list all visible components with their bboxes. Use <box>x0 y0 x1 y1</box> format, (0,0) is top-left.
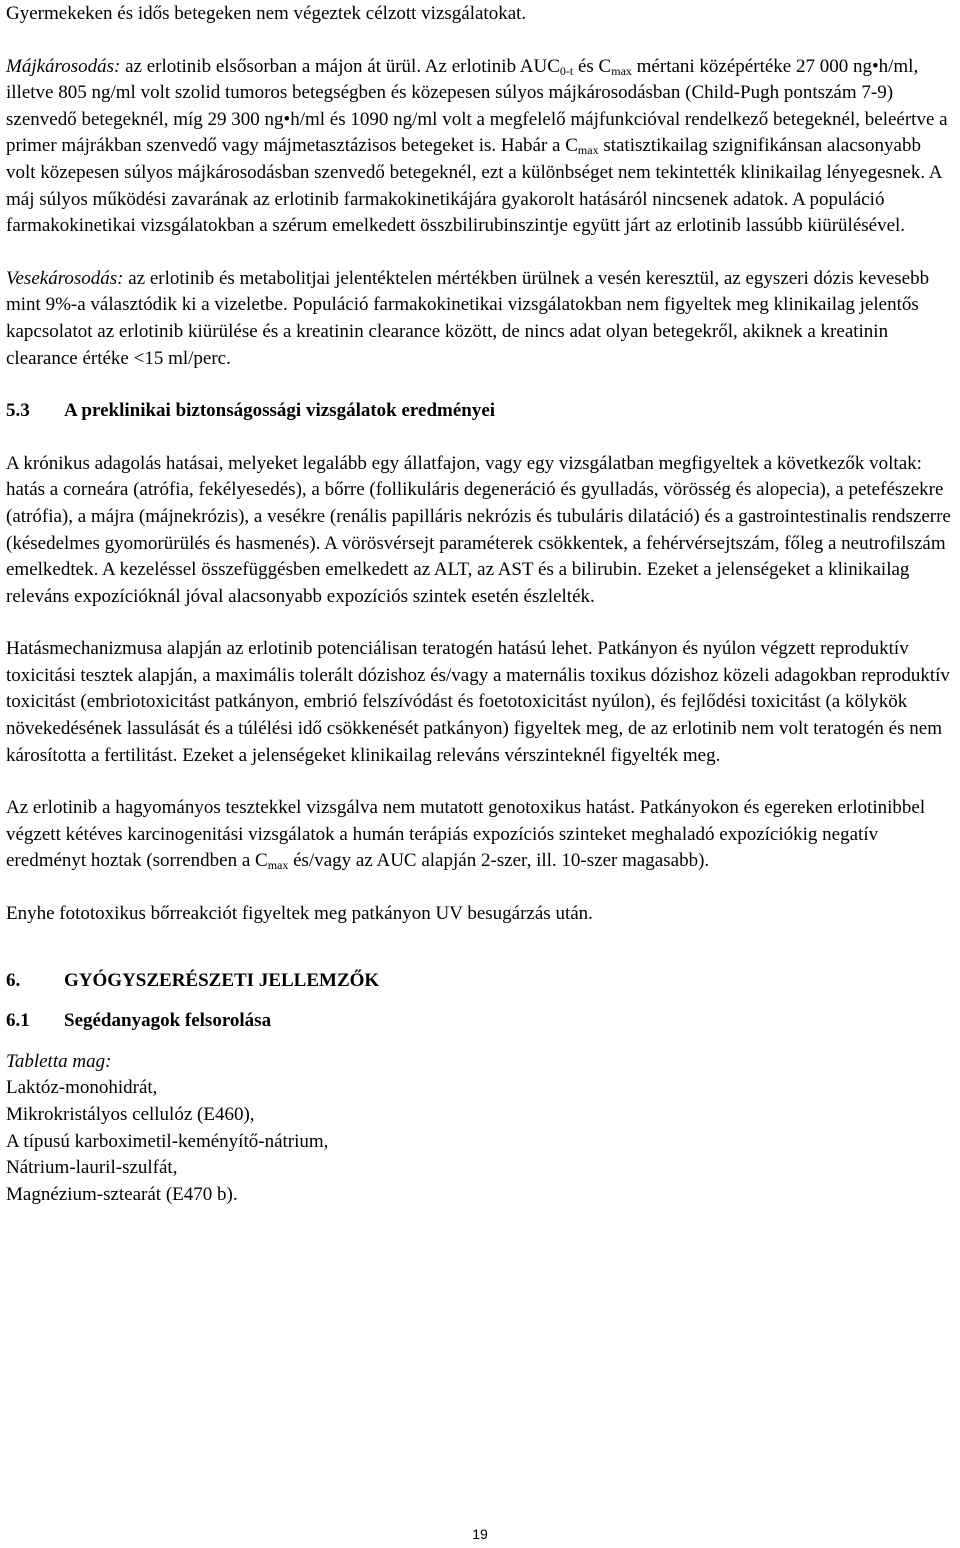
cmax-subscript: max <box>611 63 632 78</box>
section-heading-5-3 <box>6 398 954 425</box>
document-page <box>0 1 960 1548</box>
paragraph-special-populations <box>6 1 954 28</box>
section-heading-6 <box>6 968 954 995</box>
list-item: Laktóz-monohidrát, <box>6 1077 158 1099</box>
hepatic-label: Májkárosodás: <box>6 55 121 77</box>
paragraph-text: Hatásmechanizmusa alapján az erlotinib potenciálisan teratogén hatású lehet. Patkányon és nyúlon végzett reproduktív toxicitási tesztek alapján, a maximális tolerált dózishoz és/vagy a maternális toxikus dózishoz közeli adagokban reproduktív toxicitást (embriotoxicitást patkányon, embrió felszívódást és foetotoxicitást nyúlon), és fejlődési toxicitást (a kölykök növekedésének lassulását és a túlélési idő csökkenését patkányon) figyeltek meg, de az erlotinib nem volt teratogén és nem károsította a fertilitást. Ezeket a jelenségeket klinikailag releváns vérszinteknél figyelték meg. <box>6 638 950 766</box>
page-number: 19 <box>472 1526 488 1542</box>
renal-text: az erlotinib és metabolitjai jelentéktelen mértékben ürülnek a vesén keresztül, az egyszeri dózis kevesebb mint 9%-a választódik ki a vizeletbe. Populáció farmakokinetikai vizsgálatokban nem figyeltek meg klinikailag jelentős kapcsolatot az erlotinib kiürülése és a kreatinin clearance között, de nincs adat olyan betegekről, akiknek a kreatinin clearance értéke <15 ml/perc. <box>6 267 930 369</box>
section-title: Segédanyagok felsorolása <box>64 1010 272 1032</box>
excipient-list <box>6 1049 954 1209</box>
paragraph-renal-impairment <box>6 266 954 372</box>
section-number: 5.3 <box>6 400 30 422</box>
paragraph-chronic-dosing <box>6 451 954 611</box>
section-heading-6-1 <box>6 1008 954 1035</box>
hepatic-text-1: az erlotinib elsősorban a májon át ürül. Az erlotinib AUC <box>120 55 560 77</box>
genotox-text-2: és/vagy az AUC alapján 2-szer, ill. 10-szer magasabb). <box>288 850 710 872</box>
section-title: GYÓGYSZERÉSZETI JELLEMZŐK <box>64 969 380 991</box>
paragraph-hepatic-impairment <box>6 54 954 240</box>
list-item: A típusú karboximetil-keményítő-nátrium, <box>6 1130 329 1152</box>
hepatic-text-4: statisztikailag szignifikánsan alacsonyabb volt közepesen súlyos májkárosodásban szenvedő betegeknél, ezt a különbséget nem tekintették klinikailag lényegesnek. A máj súlyos működési zavarának az erlotinib farmakokinetikájára gyakorolt hatásáról nincsenek adatok. A populáció farmakokinetikai vizsgálatokban a szérum emelkedett összbilirubinszintje együtt járt az erlotinib lassúbb kiürülésével. <box>6 135 942 237</box>
genotox-text-1: Az erlotinib a hagyományos tesztekkel vizsgálva nem mutatott genotoxikus hatást. Patkányokon és egereken erlotinibbel végzett kétéves karcinogenitási vizsgálatok a humán terápiás expozíciós szinteket meghaladó expozíciókig negatív eredményt hoztak (sorrendben a C <box>6 797 926 872</box>
tablet-core-label: Tabletta mag: <box>6 1050 112 1072</box>
auc-subscript: 0-t <box>559 63 574 78</box>
cmax-subscript: max <box>577 143 599 158</box>
paragraph-genotoxicity <box>6 795 954 875</box>
list-item: Mikrokristályos cellulóz (E460), <box>6 1104 255 1125</box>
paragraph-teratogenicity <box>6 636 954 769</box>
paragraph-text: Gyermekeken és idős betegeken nem végeztek célzott vizsgálatokat. <box>6 3 527 24</box>
hepatic-text-2: és C <box>573 55 612 77</box>
hepatic-text-3: mértani középértéke 27 000 ng•h/ml, illetve 805 ng/ml volt szolid tumoros betegségben és közepesen súlyos májkárosodásban (Child-Pugh pontszám 7-9) szenvedő betegeknél, míg 29 300 ng•h/ml és 1090 ng/ml volt a megfelelő májfunkcióval rendelkező betegeknél, beleértve a primer májrákban szenvedő vagy májmetasztázisos betegeket is. Habár a C <box>6 55 948 157</box>
cmax-subscript: max <box>267 858 289 873</box>
paragraph-text: A krónikus adagolás hatásai, melyeket legalább egy állatfajon, vagy egy vizsgálatban megfigyeltek a következők voltak: hatás a corneára (atrófia, fekélyesedés), a bőrre (follikuláris degeneráció és gyulladás, vörösség és alopecia), a petefészekre (atrófia), a májra (májnekrózis), a vesékre (renális papilláris nekrózis és tubuláris dilatáció) és a gastrointestinalis rendszerre (késedelmes gyomorürülés és hasmenés). A vörösvérsejt paraméterek csökkentek, a fehérvérsejtszám, főleg a neutrofilszám emelkedtek. A kezeléssel összefüggésben emelkedett az ALT, az AST és a bilirubin. Ezeket a jelenségeket a klinikailag releváns expozícióknál jóval alacsonyabb expozíciós szintek esetén észlelték. <box>6 452 951 607</box>
section-title: A preklinikai biztonságossági vizsgálatok eredményei <box>64 400 496 422</box>
paragraph-phototoxicity <box>6 901 954 928</box>
paragraph-text: Enyhe fototoxikus bőrreakciót figyeltek meg patkányon UV besugárzás után. <box>6 903 593 925</box>
section-number: 6.1 <box>6 1010 30 1032</box>
section-number: 6. <box>6 969 21 991</box>
list-item: Magnézium-sztearát (E470 b). <box>6 1183 238 1205</box>
renal-label: Vesekárosodás: <box>6 267 124 289</box>
list-item: Nátrium-lauril-szulfát, <box>6 1157 178 1179</box>
